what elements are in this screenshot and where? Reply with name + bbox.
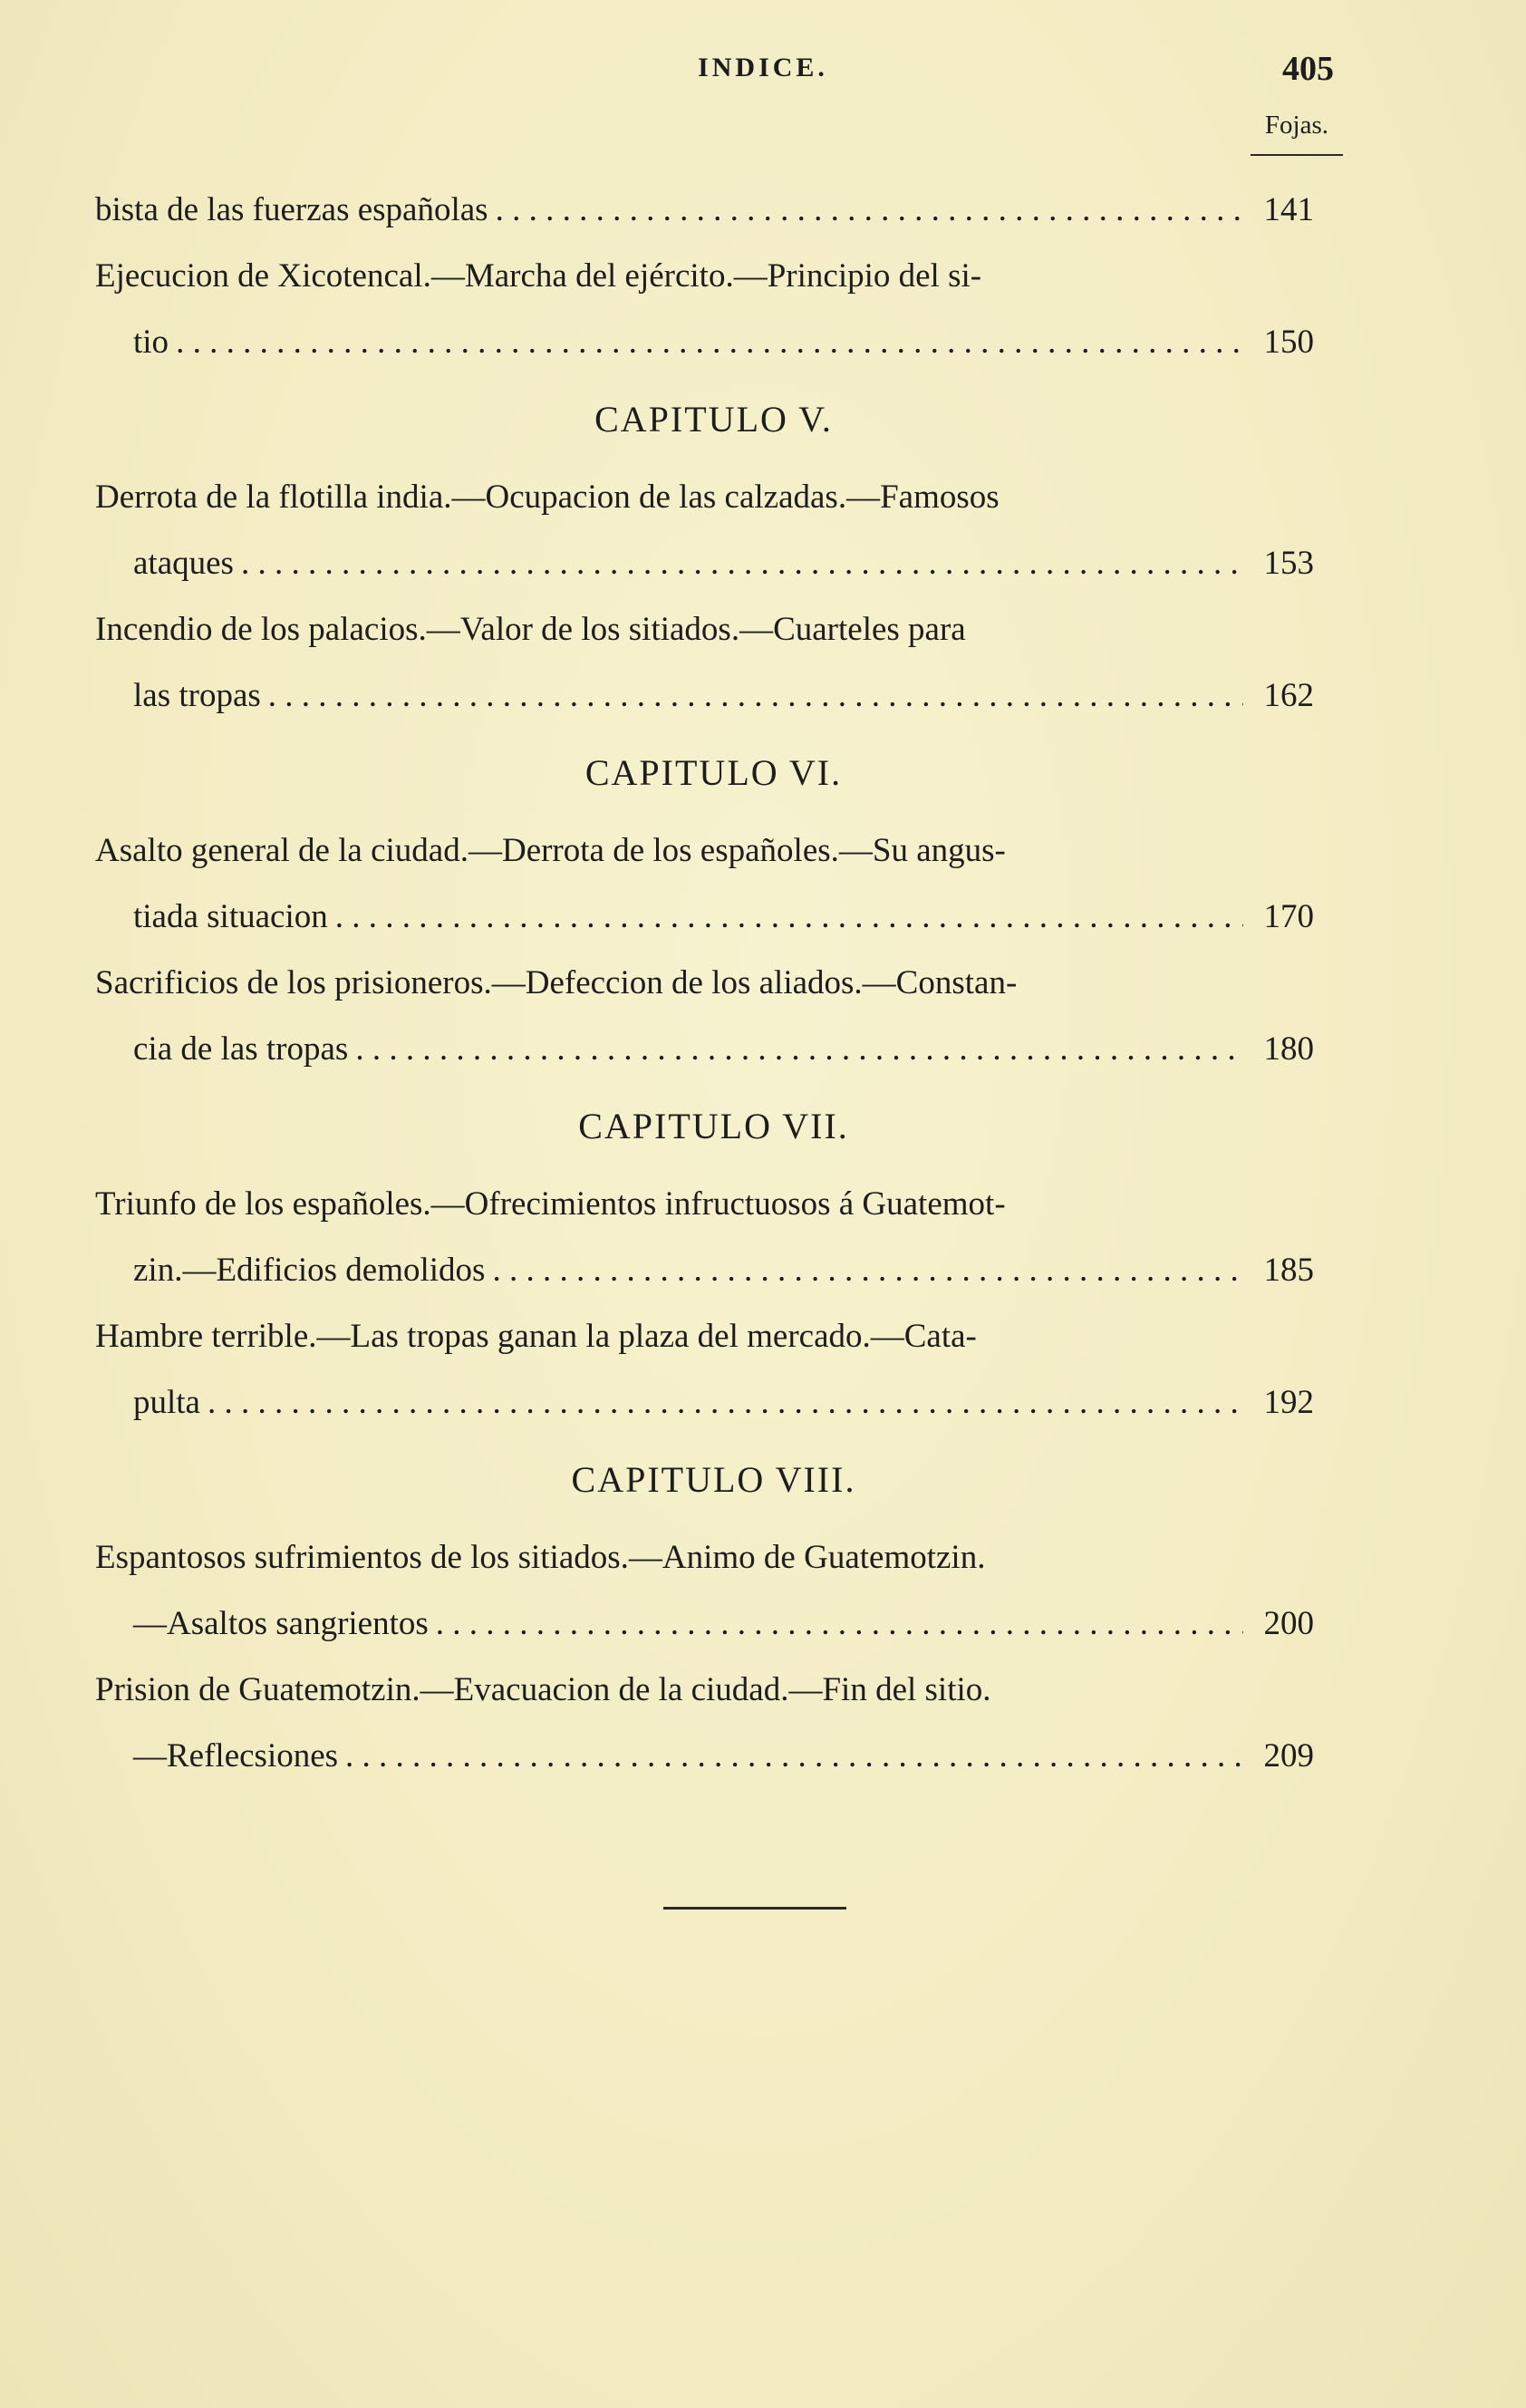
entry-text: —Reflecsiones: [133, 1737, 339, 1775]
dot-leader: [355, 1016, 1243, 1082]
entry-text: pulta: [133, 1384, 200, 1421]
entry-line: [95, 596, 1314, 662]
toc-entry: [95, 464, 1314, 596]
entry-text: Prision de Guatemotzin.—Evacuacion de la ciudad.—Fin del sitio.: [95, 1671, 991, 1708]
entry-line: [95, 309, 1314, 375]
entry-text: zin.—Edificios demolidos: [133, 1252, 486, 1289]
entry-line: [95, 1524, 1314, 1591]
entry-line: [95, 817, 1314, 884]
entry-text: cia de las tropas: [133, 1030, 349, 1068]
running-head: [0, 50, 1526, 98]
entry-line: [95, 950, 1314, 1016]
dot-leader: [268, 662, 1243, 729]
entry-text: tio: [133, 324, 169, 361]
entry-text: Triunfo de los españoles.—Ofrecimientos infructuosos á Guatemot-: [95, 1185, 1006, 1223]
toc-entry: [95, 817, 1314, 950]
dot-leader: [436, 1591, 1243, 1657]
entry-page-number: 162: [1263, 677, 1314, 714]
entry-text: las tropas: [133, 677, 261, 714]
toc-entry: [95, 177, 1314, 243]
entry-page-number: 185: [1263, 1252, 1314, 1289]
toc-entry: [95, 1657, 1314, 1789]
toc-entry: [95, 1171, 1314, 1303]
entry-line: [95, 1591, 1314, 1657]
entry-page-number: 153: [1263, 545, 1314, 582]
table-of-contents: [95, 177, 1314, 1789]
entry-line: [95, 1303, 1314, 1369]
column-rule: [1251, 154, 1343, 156]
entry-page-number: 192: [1263, 1384, 1314, 1421]
entry-text: tiada situacion: [133, 898, 328, 935]
toc-entry: [95, 243, 1314, 375]
dot-leader: [345, 1723, 1243, 1789]
end-rule: [663, 1907, 846, 1910]
dot-leader: [241, 530, 1243, 596]
entry-page-number: 150: [1263, 324, 1314, 361]
entry-text: Ejecucion de Xicotencal.—Marcha del ejército.—Principio del si-: [95, 257, 982, 295]
dot-leader: [496, 177, 1243, 243]
entry-line: [95, 1369, 1314, 1436]
entry-text: Incendio de los palacios.—Valor de los sitiados.—Cuarteles para: [95, 611, 966, 648]
toc-entry: [95, 950, 1314, 1082]
entry-line: [95, 1657, 1314, 1723]
entry-line: [95, 1237, 1314, 1303]
entry-text: Hambre terrible.—Las tropas ganan la plaza del mercado.—Cata-: [95, 1318, 977, 1355]
entry-line: [95, 243, 1314, 309]
chapter-heading: CAPITULO VII.: [578, 1106, 849, 1146]
dot-leader: [208, 1369, 1243, 1436]
entry-line: [95, 1723, 1314, 1789]
entry-text: bista de las fuerzas españolas: [95, 191, 488, 228]
chapter-heading: CAPITULO V.: [594, 399, 833, 440]
toc-entry: [95, 1303, 1314, 1436]
entry-page-number: 180: [1263, 1030, 1314, 1068]
entry-text: —Asaltos sangrientos: [133, 1605, 429, 1642]
entry-line: [95, 464, 1314, 530]
entry-page-number: 209: [1263, 1737, 1314, 1775]
entry-page-number: 170: [1263, 898, 1314, 935]
entry-page-number: 141: [1263, 191, 1314, 228]
dot-leader: [176, 309, 1243, 375]
entry-text: Espantosos sufrimientos de los sitiados.—Animo de Guatemotzin.: [95, 1539, 986, 1576]
page-number: 405: [1282, 50, 1334, 88]
entry-line: [95, 1016, 1314, 1082]
chapter-heading: CAPITULO VI.: [584, 752, 843, 793]
entry-page-number: 200: [1263, 1605, 1314, 1642]
chapter-heading: CAPITULO VIII.: [571, 1459, 856, 1500]
running-head-title: INDICE.: [698, 53, 828, 82]
entry-line: [95, 530, 1314, 596]
dot-leader: [492, 1237, 1243, 1303]
entry-text: ataques: [133, 545, 234, 582]
entry-line: [95, 884, 1314, 950]
entry-text: Derrota de la flotilla india.—Ocupacion de las calzadas.—Famosos: [95, 479, 1000, 516]
toc-entry: [95, 1524, 1314, 1657]
entry-line: [95, 662, 1314, 729]
entry-line: [95, 177, 1314, 243]
entry-line: [95, 1171, 1314, 1237]
dot-leader: [335, 884, 1243, 950]
entry-text: Asalto general de la ciudad.—Derrota de los españoles.—Su angus-: [95, 832, 1006, 869]
page-column-label: Fojas.: [1264, 111, 1328, 140]
toc-entry: [95, 596, 1314, 729]
entry-text: Sacrificios de los prisioneros.—Defeccion de los aliados.—Constan-: [95, 964, 1018, 1001]
